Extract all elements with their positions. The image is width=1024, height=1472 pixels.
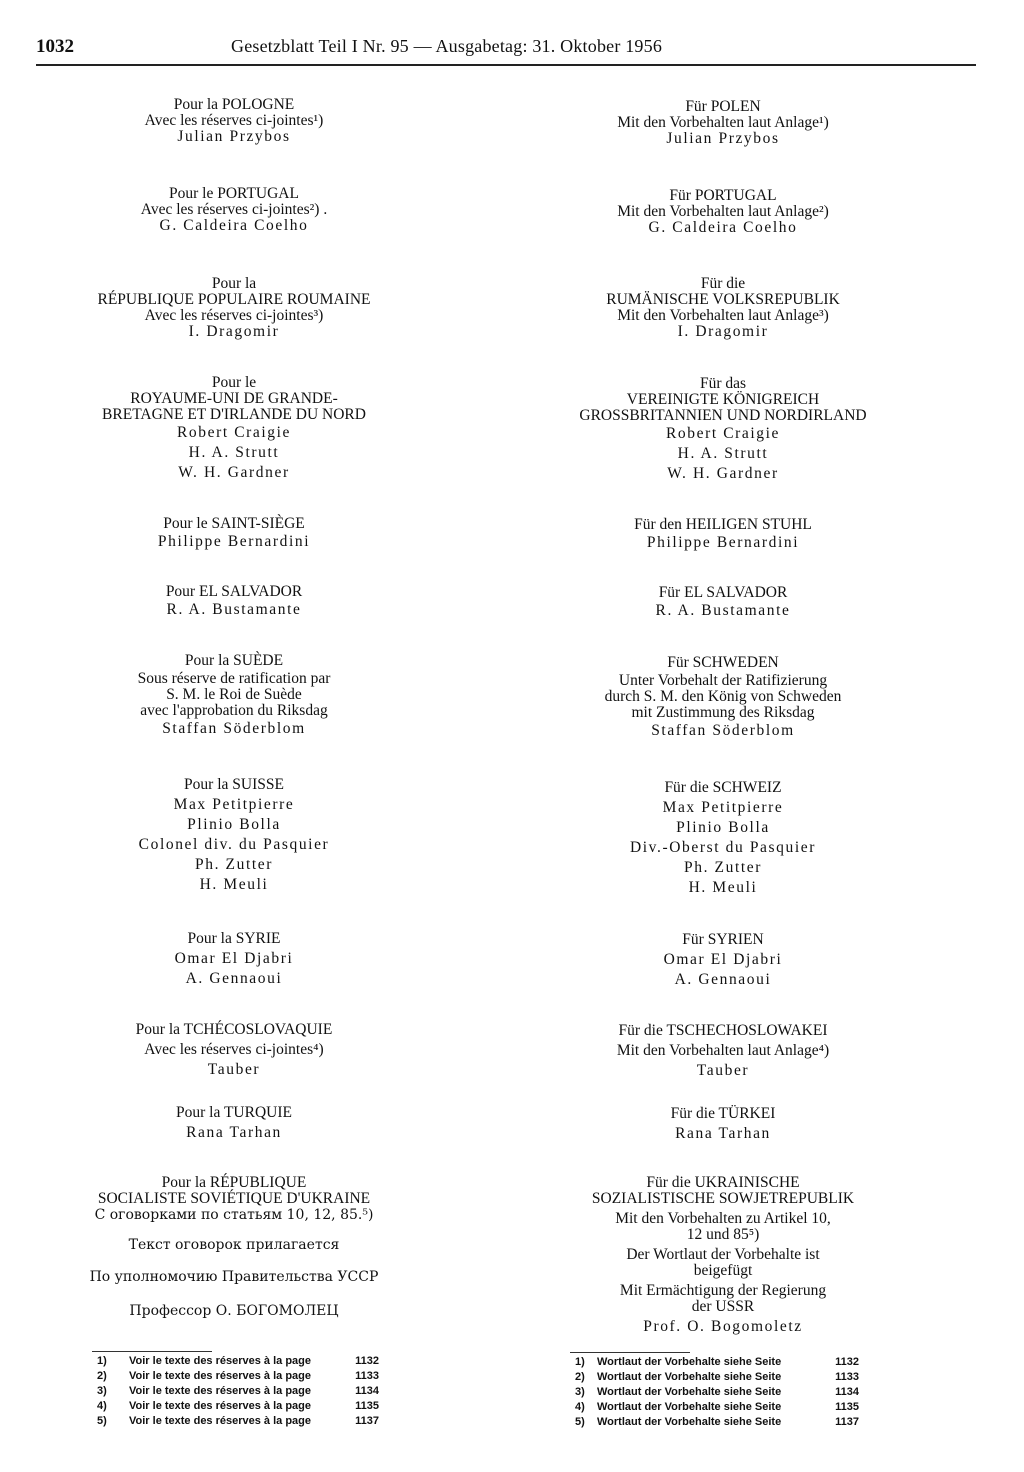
signatory: Plinio Bolla <box>187 816 281 833</box>
footnote-row <box>97 1354 379 1369</box>
ratification-note: S. M. le Roi de Suède <box>166 686 302 703</box>
entry-portugal-fr <box>84 186 384 234</box>
reservation-note: Avec les réserves ci-jointes¹) <box>144 112 324 129</box>
signatory: I. Dragomir <box>188 323 280 340</box>
signatory: W. H. Gardner <box>178 464 290 481</box>
signatory: Philippe Bernardini <box>646 534 800 551</box>
country-name: Für PORTUGAL <box>669 187 777 204</box>
footnote-row <box>97 1414 379 1429</box>
reservation-note: Avec les réserves ci-jointes²) . <box>140 201 328 218</box>
entry-czechoslovakia-fr <box>84 1020 384 1080</box>
country-name: Für die UKRAINISCHE <box>646 1174 800 1191</box>
signatory: Julian Przybos <box>666 130 780 147</box>
authority-note: По уполномочию Правительства УССР <box>89 1269 379 1285</box>
signatory: Colonel div. du Pasquier <box>138 836 330 853</box>
signatory: Plinio Bolla <box>676 819 770 836</box>
country-name: Für EL SALVADOR <box>658 584 788 601</box>
footnote-text: Wortlaut der Vorbehalte siehe Seite <box>597 1386 782 1398</box>
signatory: R. A. Bustamante <box>166 601 302 618</box>
footnote-row <box>575 1400 859 1415</box>
entry-romania-de <box>558 276 888 340</box>
authority-note: der USSR <box>691 1298 755 1315</box>
signatory: Ph. Zutter <box>195 856 273 873</box>
entry-ukraine-fr <box>84 1175 384 1319</box>
authority-note: Mit Ermächtigung der Regierung <box>619 1282 827 1299</box>
country-name: Pour la SUISSE <box>184 776 284 793</box>
footnote-mark: 1) <box>575 1356 585 1368</box>
entry-holy-see-fr <box>84 516 384 552</box>
footnote-mark: 3) <box>97 1385 107 1397</box>
country-name: SOCIALISTE SOVIÉTIQUE D'UKRAINE <box>97 1190 371 1207</box>
signatory: G. Caldeira Coelho <box>159 217 309 234</box>
signatory: Max Petitpierre <box>173 796 295 813</box>
footnote-row <box>575 1370 859 1385</box>
footnote-text: Wortlaut der Vorbehalte siehe Seite <box>597 1416 782 1428</box>
country-name: Pour le <box>211 374 257 391</box>
signatory: A. Gennaoui <box>185 970 283 987</box>
footnote-text: Voir le texte des réserves à la page <box>129 1400 312 1412</box>
country-name: VEREINIGTE KÖNIGREICH <box>626 391 820 408</box>
footnote-page: 1133 <box>835 1371 859 1383</box>
entry-switzerland-fr <box>84 775 384 895</box>
footnotes-fr <box>97 1354 379 1429</box>
signatory: A. Gennaoui <box>674 971 772 988</box>
country-name: BRETAGNE ET D'IRLANDE DU NORD <box>102 406 366 423</box>
footnote-row <box>97 1369 379 1384</box>
country-name: Pour le PORTUGAL <box>169 185 299 202</box>
reservation-note: Avec les réserves ci-jointes⁴) <box>144 1041 324 1058</box>
ratification-note: mit Zustimmung des Riksdag <box>631 704 815 721</box>
entry-uk-de <box>558 376 888 484</box>
footnote-row <box>97 1399 379 1414</box>
reservation-note: Mit den Vorbehalten zu Artikel 10, <box>615 1210 831 1227</box>
footnote-text: Wortlaut der Vorbehalte siehe Seite <box>597 1401 782 1413</box>
country-name: RÉPUBLIQUE POPULAIRE ROUMAINE <box>97 291 371 308</box>
reservation-note: Mit den Vorbehalten laut Anlage²) <box>617 203 829 220</box>
country-name: Pour la <box>211 275 257 292</box>
country-name: Für SCHWEDEN <box>667 654 779 671</box>
signatory: Ph. Zutter <box>684 859 762 876</box>
country-name: Pour EL SALVADOR <box>165 583 303 600</box>
page-header <box>36 36 986 60</box>
entry-syria-fr <box>84 929 384 989</box>
footnote-rule-fr <box>92 1351 212 1352</box>
signatory: Rana Tarhan <box>675 1125 771 1142</box>
footnote-text: Voir le texte des réserves à la page <box>129 1355 312 1367</box>
reservation-note: Mit den Vorbehalten laut Anlage³) <box>617 307 829 324</box>
signatory: G. Caldeira Coelho <box>648 219 798 236</box>
signatory: Rana Tarhan <box>186 1124 282 1141</box>
signatory: Julian Przybos <box>177 128 291 145</box>
footnote-row <box>97 1384 379 1399</box>
signatory: H. Meuli <box>199 876 269 893</box>
signatory: W. H. Gardner <box>667 465 779 482</box>
reservation-text-note: Der Wortlaut der Vorbehalte ist <box>626 1246 820 1263</box>
ratification-note: avec l'approbation du Riksdag <box>140 702 328 719</box>
footnote-page: 1137 <box>835 1416 859 1428</box>
signatory: Staffan Söderblom <box>651 722 795 739</box>
reservation-note: Mit den Vorbehalten laut Anlage⁴) <box>616 1042 830 1059</box>
country-name: Pour la TCHÉCOSLOVAQUIE <box>135 1021 333 1038</box>
signatory: Prof. O. Bogomoletz <box>643 1318 803 1335</box>
signatory: Philippe Bernardini <box>157 533 311 550</box>
footnote-mark: 1) <box>97 1355 107 1367</box>
country-name: Pour la RÉPUBLIQUE <box>161 1174 307 1191</box>
country-name: Für die SCHWEIZ <box>664 779 782 796</box>
ratification-note: durch S. M. den König von Schweden <box>604 688 842 705</box>
country-name: Für die <box>700 275 746 292</box>
signatory: Robert Craigie <box>665 425 781 442</box>
signatory: Staffan Söderblom <box>162 720 306 737</box>
reservation-text-note: beigefügt <box>693 1262 753 1279</box>
footnote-row <box>575 1355 859 1370</box>
reservation-text-note: Текст оговорок прилагается <box>128 1237 340 1253</box>
footnote-mark: 2) <box>97 1370 107 1382</box>
entry-el-salvador-fr <box>84 584 384 620</box>
entry-portugal-de <box>558 188 888 236</box>
signatory: I. Dragomir <box>677 323 769 340</box>
signatory: H. A. Strutt <box>677 445 769 462</box>
footnote-page: 1137 <box>355 1415 379 1427</box>
signatory: H. Meuli <box>688 879 758 896</box>
signatory: R. A. Bustamante <box>655 602 791 619</box>
entry-poland-fr <box>84 97 384 145</box>
signatory: Tauber <box>696 1062 750 1079</box>
country-name: Pour la SYRIE <box>187 930 281 947</box>
signatory: Omar El Djabri <box>663 951 783 968</box>
footnote-mark: 2) <box>575 1371 585 1383</box>
footnote-text: Wortlaut der Vorbehalte siehe Seite <box>597 1371 782 1383</box>
country-name: GROSSBRITANNIEN UND NORDIRLAND <box>579 407 867 424</box>
reservation-note: Avec les réserves ci-jointes³) <box>144 307 324 324</box>
reservation-note: Mit den Vorbehalten laut Anlage¹) <box>617 114 829 131</box>
signatory: Div.-Oberst du Pasquier <box>629 839 817 856</box>
country-name: Für die TSCHECHOSLOWAKEI <box>618 1022 828 1039</box>
footnote-mark: 5) <box>97 1415 107 1427</box>
reservation-note: С оговорками по статьям 10, 12, 85.⁵) <box>94 1207 374 1223</box>
country-name: Pour la SUÈDE <box>184 652 284 669</box>
country-name: Für das <box>699 375 747 392</box>
footnote-page: 1133 <box>355 1370 379 1382</box>
footnote-page: 1132 <box>835 1356 859 1368</box>
entry-romania-fr <box>84 276 384 340</box>
entry-ukraine-de <box>558 1175 888 1335</box>
signatory: Omar El Djabri <box>174 950 294 967</box>
country-name: Pour la POLOGNE <box>173 96 295 113</box>
entry-el-salvador-de <box>558 585 888 621</box>
reservation-note: 12 und 85⁵) <box>686 1226 760 1243</box>
footnote-row <box>575 1415 859 1430</box>
entry-turkey-de <box>558 1104 888 1144</box>
country-name: ROYAUME-UNI DE GRANDE- <box>130 390 338 407</box>
footnote-page: 1134 <box>355 1385 379 1397</box>
entry-uk-fr <box>84 375 384 483</box>
country-name: Für POLEN <box>685 98 761 115</box>
country-name: RUMÄNISCHE VOLKSREPUBLIK <box>606 291 840 308</box>
footnote-text: Wortlaut der Vorbehalte siehe Seite <box>597 1356 782 1368</box>
ratification-note: Sous réserve de ratification par <box>137 670 331 687</box>
entry-sweden-de <box>558 653 888 741</box>
entry-czechoslovakia-de <box>558 1021 888 1081</box>
signatory: Max Petitpierre <box>662 799 784 816</box>
footnote-text: Voir le texte des réserves à la page <box>129 1385 312 1397</box>
footnote-mark: 4) <box>97 1400 107 1412</box>
footnote-page: 1135 <box>355 1400 379 1412</box>
ratification-note: Unter Vorbehalt der Ratifizierung <box>618 672 828 689</box>
footnote-mark: 4) <box>575 1401 585 1413</box>
signatory: Tauber <box>207 1061 261 1078</box>
country-name: Für den HEILIGEN STUHL <box>634 516 812 533</box>
entry-turkey-fr <box>84 1103 384 1143</box>
footnote-page: 1135 <box>835 1401 859 1413</box>
entry-poland-de <box>558 99 888 147</box>
entry-switzerland-de <box>558 778 888 898</box>
entry-holy-see-de <box>558 517 888 553</box>
country-name: Für die TÜRKEI <box>670 1105 776 1122</box>
running-title: Gesetzblatt Teil I Nr. 95 — Ausgabetag: 31. Oktober 1956 <box>231 36 663 56</box>
footnote-page: 1132 <box>355 1355 379 1367</box>
footnote-row <box>575 1385 859 1400</box>
footnote-mark: 3) <box>575 1386 585 1398</box>
signatory: Robert Craigie <box>176 424 292 441</box>
header-rule <box>36 64 976 66</box>
entry-syria-de <box>558 930 888 990</box>
country-name: Für SYRIEN <box>682 931 764 948</box>
footnote-rule-de <box>570 1352 690 1353</box>
footnote-page: 1134 <box>835 1386 859 1398</box>
footnote-text: Voir le texte des réserves à la page <box>129 1370 312 1382</box>
country-name: SOZIALISTISCHE SOWJETREPUBLIK <box>591 1190 855 1207</box>
country-name: Pour le SAINT-SIÈGE <box>163 515 305 532</box>
footnote-mark: 5) <box>575 1416 585 1428</box>
country-name: Pour la TURQUIE <box>176 1104 292 1121</box>
page-number: 1032 <box>36 36 74 57</box>
footnote-text: Voir le texte des réserves à la page <box>129 1415 312 1427</box>
signatory: H. A. Strutt <box>188 444 280 461</box>
entry-sweden-fr <box>84 651 384 739</box>
footnotes-de <box>575 1355 859 1430</box>
signatory: Профессор О. БОГОМОЛЕЦ <box>129 1303 339 1319</box>
